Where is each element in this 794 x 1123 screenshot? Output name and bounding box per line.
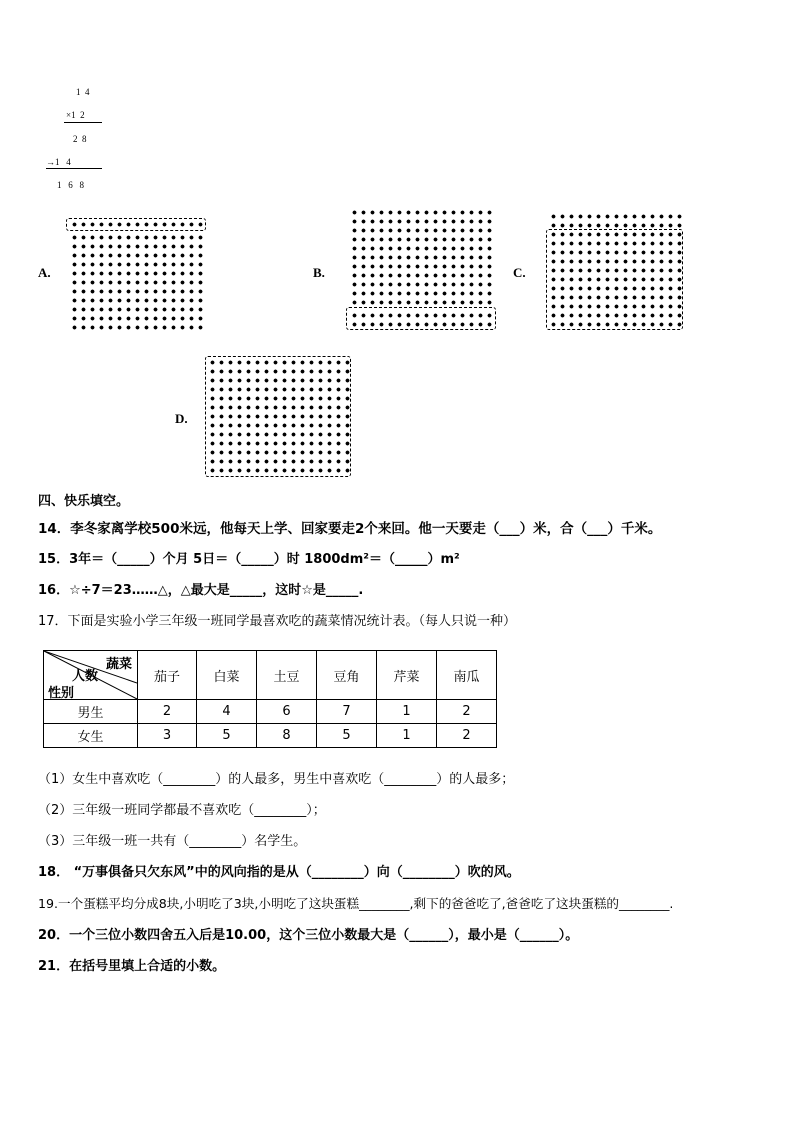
table-corner-gender: 性别 [48,686,75,701]
table-header: 土豆 [257,651,317,700]
table-cell: 2 [437,724,497,748]
table-row [44,700,497,724]
table-cell: 2 [437,700,497,724]
table-cell: 5 [317,724,377,748]
table-header: 茄子 [138,651,197,700]
table-header: 豆角 [317,651,377,700]
option-a-dashed-row [66,218,206,231]
calc-row-5: 1 6 8 [57,180,84,190]
question-20: 20．一个三位小数四舍五入后是10.00，这个三位小数最大是（______），最小是（______）。 [38,928,579,943]
table-cell: 2 [138,700,197,724]
calc-line-1 [64,122,102,123]
question-14: 14．李冬家离学校500米远，他每天上学、回家要走2个来回。他一天要走（___）米，合（___）千米。 [38,521,662,537]
table-cell: 5 [197,724,257,748]
option-a-dots-grid [70,233,205,332]
question-16: 16．☆÷7＝23……△，△最大是_____，这时☆是_____. [38,583,364,598]
option-b-dots-grid [350,208,494,307]
question-21: 21．在括号里填上合适的小数。 [38,959,226,974]
table-cell: 6 [257,700,317,724]
question-15: 15．3年＝（_____）个月 5日＝（_____）时 1800dm²＝（_____）m² [38,552,460,567]
table-cell: 1 [377,724,437,748]
calc-row-2: ×1 2 [66,110,85,120]
calc-row-4: →1 4 [46,157,71,167]
vegetable-stats-table [43,650,497,748]
question-17-1: （1）女生中喜欢吃（________）的人最多，男生中喜欢吃（________）的人最多； [38,772,515,787]
table-header: 芹菜 [377,651,437,700]
table-corner-count: 人数 [72,669,99,684]
question-17-2: （2）三年级一班同学都最不喜欢吃（________）； [38,803,326,818]
table-row-label: 女生 [44,724,138,748]
table-row-label: 男生 [44,700,138,724]
question-18: 18． “万事俱备只欠东风”中的风向指的是从（________）向（________）吹的风。 [38,865,520,880]
calc-line-2 [46,168,102,169]
table-cell: 7 [317,700,377,724]
table-cell: 8 [257,724,317,748]
table-header: 白菜 [197,651,257,700]
option-c-dashed-box [546,229,683,330]
option-c-label: C. [513,265,526,280]
table-cell: 4 [197,700,257,724]
table-cell: 1 [377,700,437,724]
section-title: 四、快乐填空。 [38,494,130,509]
question-17: 17．下面是实验小学三年级一班同学最喜欢吃的蔬菜情况统计表。（每人只说一种） [38,614,517,629]
table-row [44,724,497,748]
option-b-label: B. [313,265,325,280]
calc-row-3: 2 8 [73,134,87,144]
option-a-label: A. [38,265,51,280]
option-b-dashed-rows [346,307,496,330]
calc-row-1: 1 4 [76,87,90,97]
table-corner-vegetable: 蔬菜 [105,657,132,672]
table-header: 南瓜 [437,651,497,700]
table-corner-cell [44,651,138,700]
option-d-label: D. [175,411,188,426]
question-17-3: （3）三年级一班一共有（________）名学生。 [38,834,307,849]
question-19: 19.一个蛋糕平均分成8块,小明吃了3块,小明吃了这块蛋糕________,剩下的爸爸吃了,爸爸吃了这块蛋糕的________. [38,896,674,911]
option-d-dashed-box [205,356,351,477]
table-cell: 3 [138,724,197,748]
